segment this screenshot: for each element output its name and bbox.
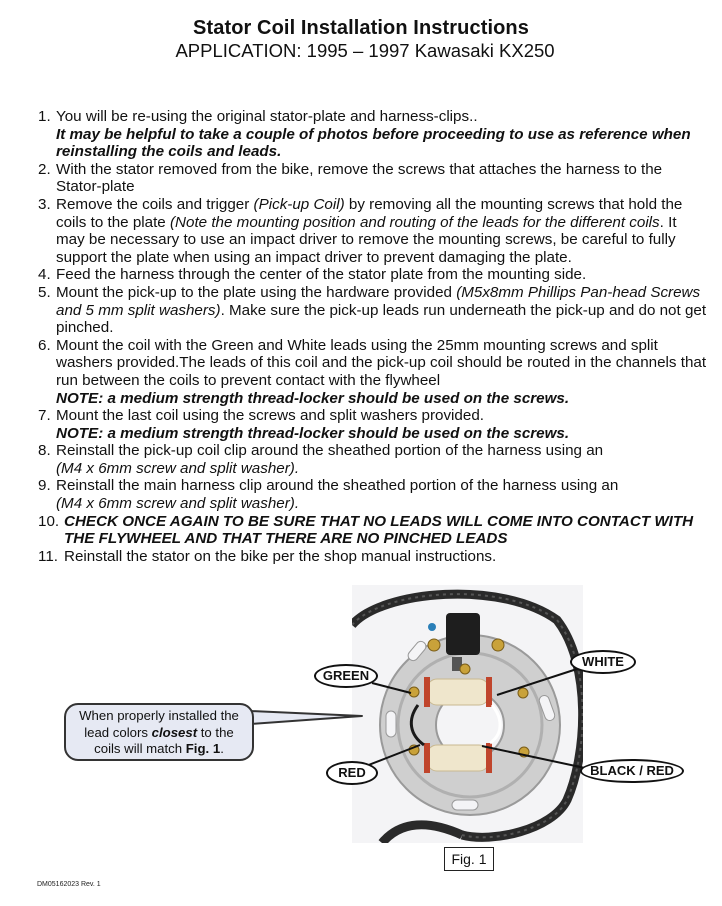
step-note: It may be helpful to take a couple of photos before proceeding to use as reference when reinstalling the coils and leads.: [56, 125, 691, 161]
step-note: NOTE: a medium strength thread-locker should be used on the screws.: [56, 424, 570, 442]
step-number: 2.: [38, 160, 51, 178]
step-number: 6.: [38, 336, 51, 354]
step-number: 5.: [38, 283, 51, 301]
callout-tail: [250, 711, 362, 724]
label-green: GREEN: [314, 664, 378, 688]
pointer-red: [366, 745, 420, 766]
step-number: 9.: [38, 477, 51, 495]
page-title: Stator Coil Installation Instructions: [193, 17, 529, 39]
step-text: Reinstall the stator on the bike per the shop manual instructions.: [64, 547, 497, 565]
pointer-black-red: [482, 746, 585, 768]
callout-line: [66, 725, 252, 742]
step-text-italic: (M4 x 6mm screw and split washer).: [56, 495, 300, 513]
step-text-part: You will be re-using the original stator-plate and harness-clips..: [56, 108, 478, 125]
step-text-part: Reinstall the pick-up coil clip around the sheathed portion of the harness using an: [56, 442, 604, 460]
figure-caption: Fig. 1: [444, 847, 494, 871]
step-number: 7.: [38, 407, 51, 425]
step-number: 11.: [38, 547, 58, 565]
label-red: RED: [326, 761, 378, 785]
step-number: 3.: [38, 195, 51, 213]
step-number: 1.: [38, 108, 51, 125]
step-text-italic: (M4 x 6mm screw and split washer).: [56, 459, 300, 477]
step-text-part: Remove the coils and trigger: [56, 195, 254, 213]
step-number: 8.: [38, 442, 51, 460]
label-white: WHITE: [570, 650, 636, 674]
pointer-white: [497, 668, 580, 695]
step-text-italic: (Pick-up Coil): [253, 195, 345, 213]
document-id: DM05162023 Rev. 1: [37, 881, 101, 888]
page-subtitle: APPLICATION: 1995 – 1997 Kawasaki KX250: [175, 40, 555, 61]
callout-line: When properly installed the: [79, 708, 239, 723]
step-text-part: Mount the last coil using the screws and split washers provided.: [56, 407, 484, 425]
step-text-part: Mount the coil with the Green and White leads using the 25mm mounting screws and split washers provided.The leads of this coil and the pick-up coil should be routed in the channels that run between the coils to prevent contact with the flywheel: [56, 336, 707, 389]
step-number: 10.: [38, 512, 60, 530]
label-black-red: BLACK / RED: [580, 759, 684, 783]
step-text-part: . It may be necessary to use an impact driver to remove the mounting screws, be careful to fully support the plate when using an impact driver to prevent damaging the plate.: [56, 213, 677, 266]
step-number: 4.: [38, 266, 51, 284]
callout-emphasis: closest: [151, 724, 198, 740]
step-text: Feed the harness through the center of the stator plate from the mounting side.: [56, 266, 587, 284]
step-text-part: . Make sure the pick-up leads run underneath the pick-up and do not get pinched.: [56, 301, 707, 337]
callout-text: coils will match: [94, 741, 186, 756]
callout-note: [64, 703, 254, 761]
callout-text: to the: [197, 724, 234, 740]
callout-line: [66, 741, 252, 758]
pointer-green: [372, 683, 411, 693]
callout-text: .: [220, 741, 224, 756]
callout-fig-ref: Fig. 1: [185, 741, 221, 756]
step-text-part: by removing all the mounting screws that hold the coils to the plate: [56, 195, 683, 231]
callout-text: lead colors: [84, 724, 152, 740]
step-text-part: Reinstall the main harness clip around the sheathed portion of the harness using an: [56, 477, 619, 495]
step-text-italic: (M5x8mm Phillips Pan-head Screws and 5 mm split washers): [56, 283, 701, 319]
step-note: NOTE: a medium strength thread-locker should be used on the screws.: [56, 389, 570, 407]
step-text: With the stator removed from the bike, remove the screws that attaches the harness to the Stator-plate: [56, 160, 663, 196]
step-warning: CHECK ONCE AGAIN TO BE SURE THAT NO LEADS WILL COME INTO CONTACT WITH THE FLYWHEEL AND THAT THERE ARE NO PINCHED LEADS: [64, 512, 694, 548]
step-text-italic: (Note the mounting position and routing of the leads for the different coils: [169, 213, 660, 231]
step-text-part: Mount the pick-up to the plate using the hardware provided: [56, 283, 457, 301]
